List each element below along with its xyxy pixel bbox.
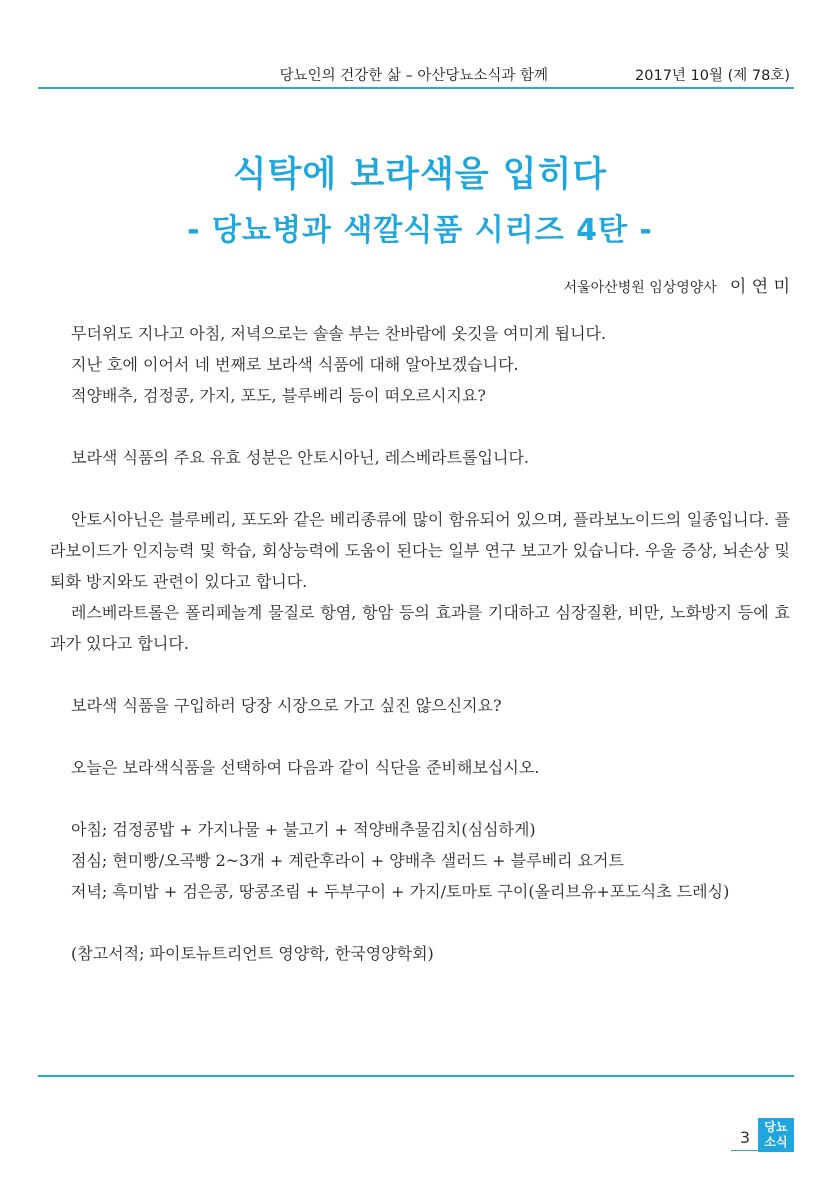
header-divider [38,87,794,89]
spacer [50,783,790,814]
article-body [50,318,790,969]
spacer [50,907,790,938]
spacer [50,659,790,690]
spacer [50,473,790,504]
menu-lunch: 점심; 현미빵/오곡빵 2~3개 + 계란후라이 + 양배추 샐러드 + 블루베리 요거트 [71,851,624,870]
paragraph-anthocyanin: 안토시아닌은 블루베리, 포도와 같은 베리종류에 많이 함유되어 있으며, 플라보노이드의 일종입니다. 플라보이드가 인지능력 및 학습, 회상능력에 도움이 된다는 일부 연구 보고가 있습니다. 우울 증상, 뇌손상 및 퇴화 방지와도 관련이 있다고 합니다. [50,510,790,591]
menu-breakfast: 아침; 검정콩밥 + 가지나물 + 불고기 + 적양배추물김치(심심하게) [71,820,536,839]
spacer [50,721,790,752]
page-number: 3 [739,1128,751,1147]
page-header [38,64,794,88]
article-title: 식탁에 보라색을 입히다 [232,155,608,195]
spacer [50,411,790,442]
menu-dinner: 저녁; 흑미밥 + 검은콩, 땅콩조림 + 두부구이 + 가지/토마토 구이(올리브유+포도식초 드레싱) [71,882,730,901]
newsletter-badge [758,1118,794,1152]
author-name: 이 연 미 [729,277,790,297]
paragraph-resveratrol: 레스베라트롤은 폴리페놀계 물질로 항염, 항암 등의 효과를 기대하고 심장질환, 비만, 노화방지 등에 효과가 있다고 합니다. [50,603,790,653]
author-byline [564,272,790,297]
badge-line-2: 소식 [764,1135,788,1149]
newsletter-tagline: 당뇨인의 건강한 삶 – 아산당뇨소식과 함께 [279,68,548,84]
paragraph-intro-2: 지난 호에 이어서 네 번째로 보라색 식품에 대해 알아보겠습니다. [71,355,519,374]
reference-note: (참고서적; 파이토뉴트리언트 영양학, 한국영양학회) [71,944,434,963]
paragraph-menu-intro: 오늘은 보라색식품을 선택하여 다음과 같이 식단을 준비해보십시오. [71,758,540,777]
author-organization: 서울아산병원 임상영양사 [563,280,717,296]
page-number-underline [731,1150,759,1151]
paragraph-components: 보라색 식품의 주요 유효 성분은 안토시아닌, 레스베라트롤입니다. [71,448,530,467]
footer-divider [38,1075,794,1077]
badge-line-1: 당뇨 [764,1120,788,1134]
paragraph-intro-1: 무더위도 지나고 아침, 저녁으로는 솔솔 부는 찬바람에 옷깃을 여미게 됩니다. [71,324,607,343]
issue-date: 2017년 10월 (제 78호) [635,68,790,84]
paragraph-market: 보라색 식품을 구입하러 당장 시장으로 가고 싶진 않으신지요? [71,696,502,715]
paragraph-intro-3: 적양배추, 검정콩, 가지, 포도, 블루베리 등이 떠오르시지요? [71,386,486,405]
article-subtitle: - 당뇨병과 색깔식품 시리즈 4탄 - [187,213,653,248]
